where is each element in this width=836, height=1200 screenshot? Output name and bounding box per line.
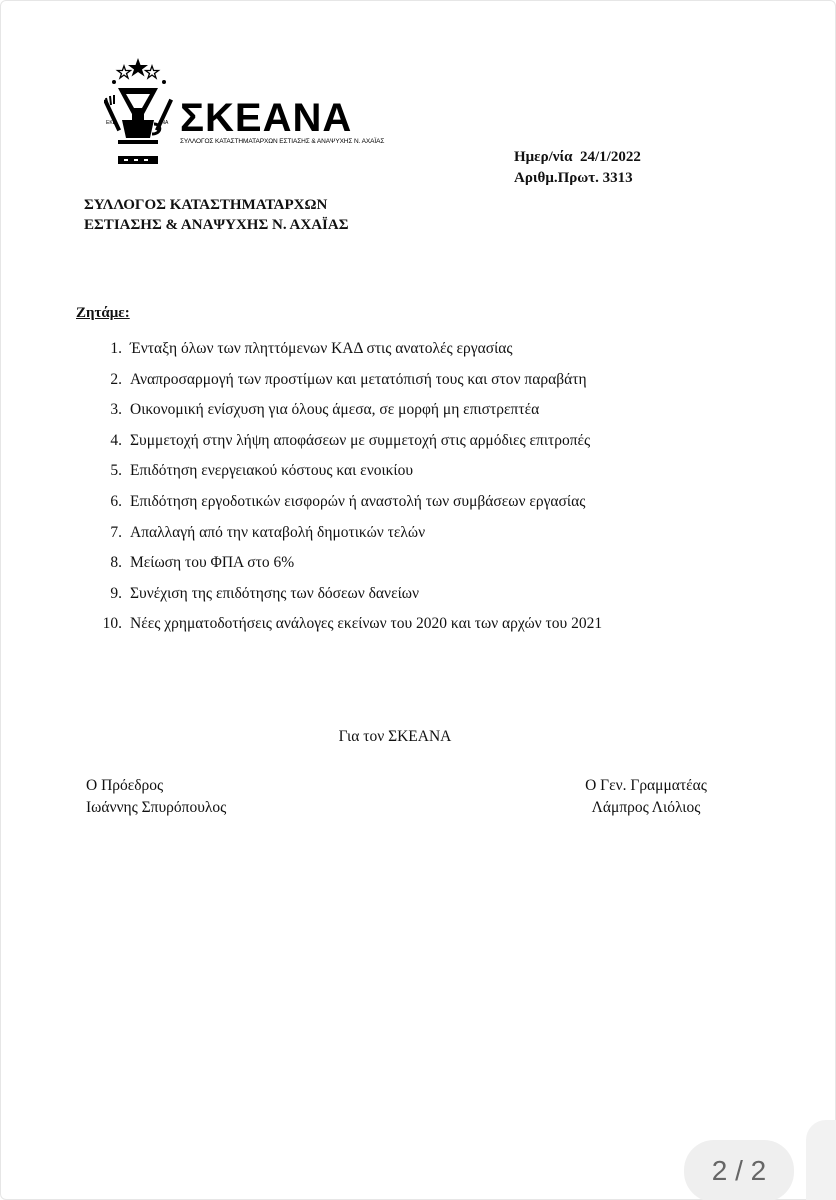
- item-text: Νέες χρηματοδοτήσεις ανάλογες εκείνων του 2020 και των αρχών του 2021: [130, 615, 603, 633]
- item-text: Αναπροσαρμογή των προστίμων και μετατόπισή τους και στον παραβάτη: [130, 370, 587, 388]
- svg-text:ΑΝΑ: ΑΝΑ: [158, 120, 169, 126]
- logo-subline: ΣΥΛΛΟΓΟΣ ΚΑΤΑΣΤΗΜΑΤΑΡΧΩΝ ΕΣΤΙΑΣΗΣ & ΑΝΑΨΥΧΗΣ Ν. ΑΧΑΪΑΣ: [180, 138, 385, 145]
- organization-name: [84, 195, 349, 235]
- item-number: 2.: [110, 370, 122, 388]
- secretary-title: Ο Γεν. Γραμματέας: [585, 777, 707, 794]
- president-name: Ιωάννης Σπυρόπουλος: [86, 799, 227, 816]
- logo-wordmark: ΣΚΕΑΝΑ: [180, 96, 353, 140]
- item-text: Οικονομική ενίσχυση για όλους άμεσα, σε μορφή μη επιστρεπτέα: [130, 401, 540, 419]
- list-item: [84, 426, 602, 457]
- item-number: 3.: [110, 401, 122, 419]
- secretary-signature: [566, 775, 726, 819]
- item-number: 8.: [110, 554, 122, 572]
- item-text: Απαλλαγή από την καταβολή δημοτικών τελών: [130, 523, 426, 541]
- item-number: 6.: [110, 492, 122, 510]
- list-item: [84, 487, 602, 518]
- organization-line-1: ΣΥΛΛΟΓΟΣ ΚΑΤΑΣΤΗΜΑΤΑΡΧΩΝ: [84, 197, 328, 213]
- president-signature: [86, 775, 226, 819]
- svg-text:ΕΚΕ: ΕΚΕ: [106, 120, 117, 126]
- organization-line-2: ΕΣΤΙΑΣΗΣ & ΑΝΑΨΥΧΗΣ Ν. ΑΧΑΪΑΣ: [84, 217, 349, 233]
- item-number: 4.: [110, 431, 122, 449]
- secretary-name: Λάμπρος Λιόλιος: [591, 799, 701, 816]
- signature-heading: Για τον ΣΚΕΑΝΑ: [338, 728, 452, 745]
- item-number: 7.: [110, 523, 122, 541]
- list-item: [84, 334, 602, 365]
- document-meta: [514, 147, 641, 189]
- item-text: Ένταξη όλων των πληττόμενων ΚΑΔ στις ανατολές εργασίας: [130, 340, 513, 357]
- scroll-handle[interactable]: [806, 1120, 836, 1200]
- item-text: Συμμετοχή στην λήψη αποφάσεων με συμμετοχή στις αρμόδιες επιτροπές: [130, 431, 591, 449]
- list-item: [84, 548, 602, 579]
- item-number: 10.: [102, 615, 122, 633]
- demands-title: Ζητάμε:: [76, 305, 130, 321]
- list-item: [84, 579, 602, 610]
- item-text: Συνέχιση της επιδότησης των δόσεων δανείων: [130, 584, 419, 602]
- document-date: Ημερ/νία 24/1/2022: [514, 149, 641, 165]
- item-number: 5.: [110, 462, 122, 480]
- list-item: [84, 365, 602, 396]
- item-text: Μείωση του ΦΠΑ στο 6%: [130, 554, 295, 572]
- item-number: 1.: [110, 340, 122, 357]
- logo-emblem-icon: [104, 58, 184, 168]
- list-item: [84, 518, 602, 549]
- page-indicator[interactable]: 2 / 2: [684, 1140, 794, 1200]
- protocol-number: Αριθμ.Πρωτ. 3313: [514, 170, 633, 186]
- list-item: [84, 609, 602, 640]
- item-number: 9.: [110, 584, 122, 602]
- org-logo: [104, 58, 385, 168]
- demands-list: [84, 334, 602, 640]
- list-item: [84, 395, 602, 426]
- list-item: [84, 456, 602, 487]
- item-text: Επιδότηση εργοδοτικών εισφορών ή αναστολή των συμβάσεων εργασίας: [130, 492, 586, 510]
- item-text: Επιδότηση ενεργειακού κόστους και ενοικίου: [130, 462, 414, 480]
- president-title: Ο Πρόεδρος: [86, 777, 164, 794]
